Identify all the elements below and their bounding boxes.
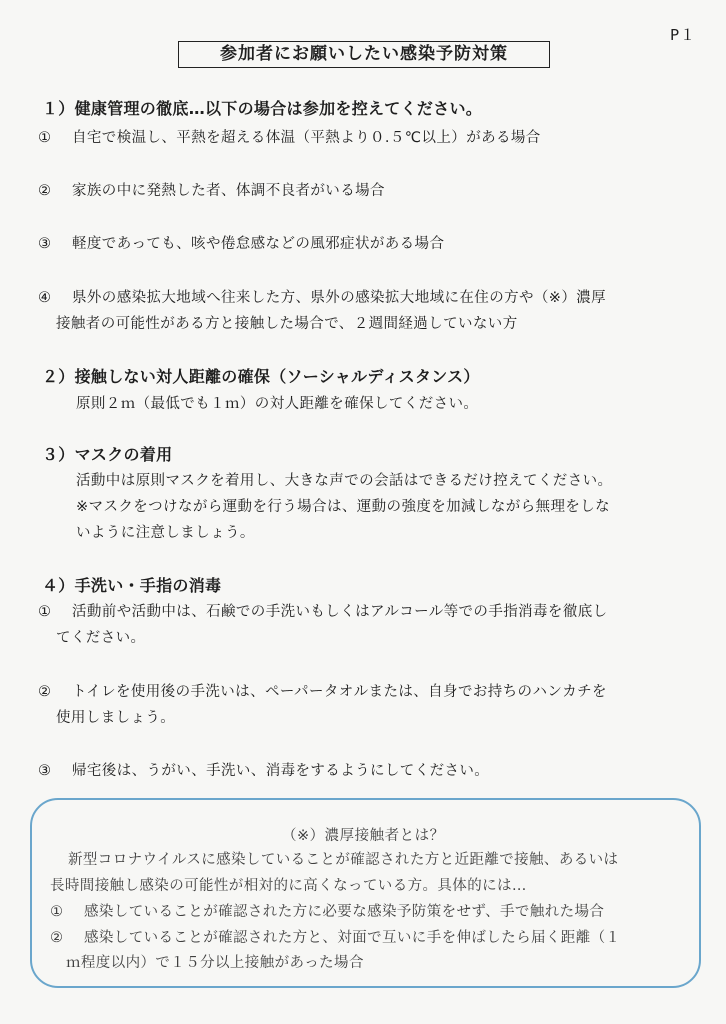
item-number: ① [38, 604, 52, 620]
item-number: ③ [38, 236, 52, 252]
note-box-intro: 長時間接触し感染の可能性が相対的に高くなっている方。具体的には… [50, 878, 527, 894]
note-box-intro: 新型コロナウイルスに感染していることが確認された方と近距離で接触、あるいは [68, 852, 619, 868]
close-contact-note-box [30, 798, 701, 988]
list-item [38, 126, 541, 147]
item-number: ② [50, 930, 64, 946]
list-item [38, 179, 385, 200]
list-item [50, 900, 604, 921]
section-2-heading: ２）接触しない対人距離の確保（ソーシャルディスタンス） [42, 367, 480, 386]
item-number: ② [38, 684, 52, 700]
section-3-heading: ３）マスクの着用 [42, 445, 173, 464]
list-item [38, 680, 607, 701]
item-text: 活動前や活動中は、石鹸での手洗いもしくはアルコール等での手指消毒を徹底し [72, 604, 608, 620]
section-2-text: 原則２ｍ（最低でも１ｍ）の対人距離を確保してください。 [76, 396, 479, 412]
list-item [38, 286, 606, 307]
item-number: ① [38, 130, 52, 146]
item-number: ③ [38, 763, 52, 779]
document-title: 参加者にお願いしたい感染予防対策 [178, 41, 550, 68]
item-text: 帰宅後は、うがい、手洗い、消毒をするようにしてください。 [72, 763, 490, 779]
note-box-title: （※）濃厚接触者とは？ [282, 828, 445, 844]
item-text: 感染していることが確認された方と、対面で互いに手を伸ばしたら届く距離（１ [84, 930, 621, 946]
list-item [38, 600, 608, 621]
item-text-continued: 使用しましょう。 [56, 710, 176, 726]
list-item [38, 759, 489, 780]
section-1-heading: １）健康管理の徹底…以下の場合は参加を控えてください。 [42, 99, 483, 118]
page-number: P１ [669, 26, 696, 44]
section-4-heading: ４）手洗い・手指の消毒 [42, 576, 222, 595]
item-text-continued: 接触者の可能性がある方と接触した場合で、２週間経過していない方 [56, 316, 518, 332]
item-text: 家族の中に発熱した者、体調不良者がいる場合 [72, 183, 385, 199]
section-3-text: 活動中は原則マスクを着用し、大きな声での会話はできるだけ控えてください。 [76, 473, 613, 489]
section-3-text: ※マスクをつけながら運動を行う場合は、運動の強度を加減しながら無理をしな [76, 499, 611, 515]
list-item [50, 926, 620, 947]
item-text: 自宅で検温し、平熱を超える体温（平熱より０.５℃以上）がある場合 [72, 130, 541, 146]
section-3-text: いように注意しましょう。 [76, 525, 255, 541]
item-text: 軽度であっても、咳や倦怠感などの風邪症状がある場合 [72, 236, 445, 252]
item-text: トイレを使用後の手洗いは、ペーパータオルまたは、自身でお持ちのハンカチを [72, 684, 607, 700]
item-number: ① [50, 904, 64, 920]
item-number: ② [38, 183, 52, 199]
item-text: 感染していることが確認された方に必要な感染予防策をせず、手で触れた場合 [84, 904, 605, 920]
item-text: 県外の感染拡大地域へ往来した方、県外の感染拡大地域に在住の方や（※）濃厚 [72, 290, 607, 306]
item-text-continued: てください。 [56, 630, 146, 646]
list-item [38, 232, 444, 253]
item-text-continued: ｍ程度以内）で１５分以上接触があった場合 [66, 955, 364, 971]
item-number: ④ [38, 290, 52, 306]
